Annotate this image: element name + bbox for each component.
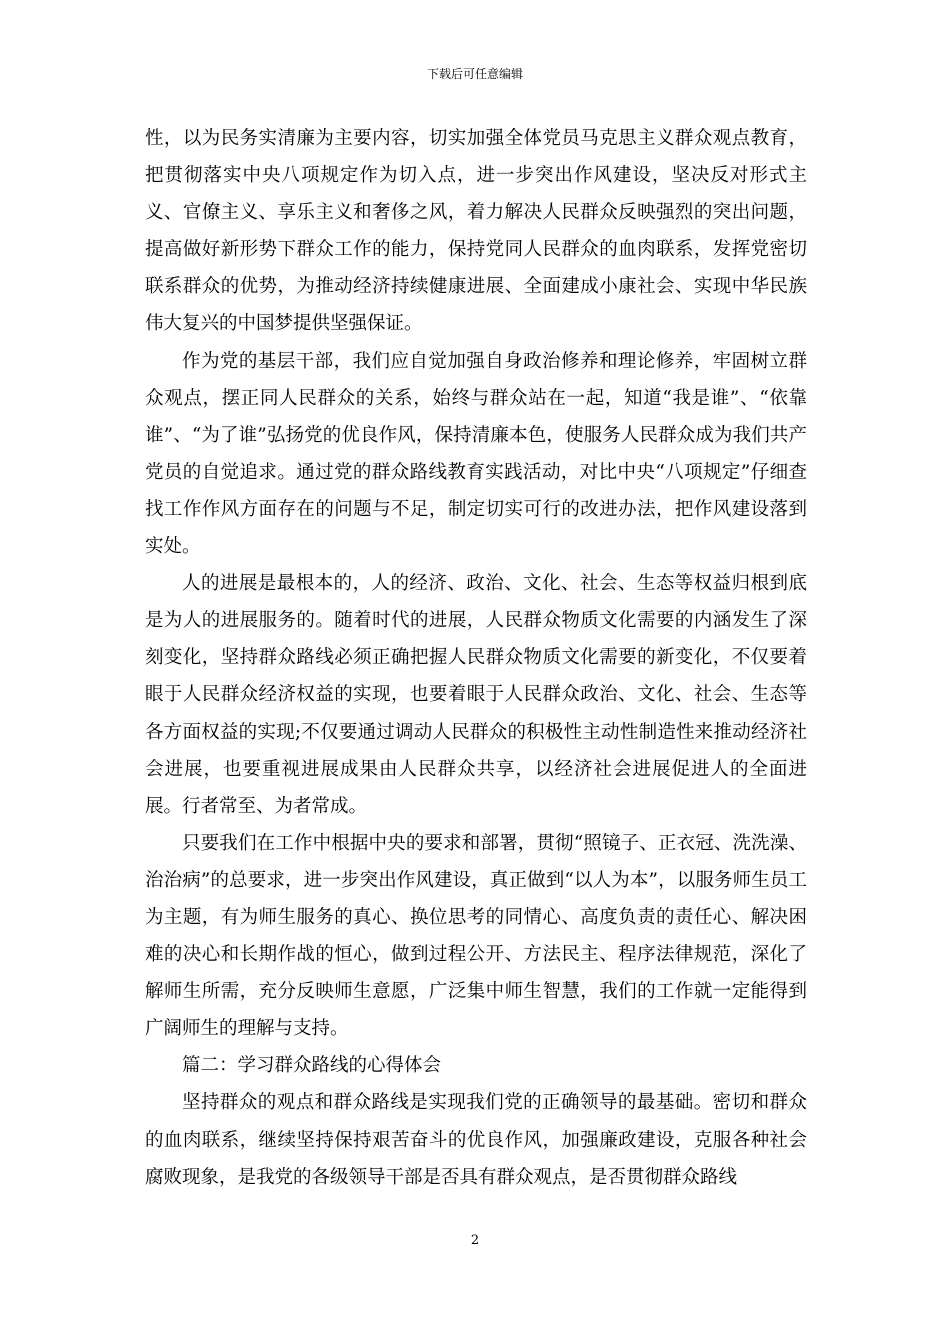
paragraph-continuation: 性，以为民务实清廉为主要内容，切实加强全体党员马克思主义群众观点教育，把贯彻落实中央八项规定作为切入点，进一步突出作风建设，坚决反对形式主义、官僚主义、享乐主义和奢侈之风，着力解决人民群众反映强烈的突出问题，提高做好新形势下群众工作的能力，保持党同人民群众的血肉联系，发挥党密切联系群众的优势，为推动经济持续健康进展、全面建成小康社会、实现中华民族伟大复兴的中国梦提供坚强保证。 — [145, 128, 807, 335]
page-number: 2 — [470, 1233, 480, 1248]
document-body — [145, 120, 807, 1196]
page-header: 下载后可任意编辑 — [426, 67, 523, 81]
paragraph: 作为党的基层干部，我们应自觉加强自身政治修养和理论修养，牢固树立群众观点，摆正同人民群众的关系，始终与群众站在一起，知道“我是谁”、“依靠谁”、“为了谁”弘扬党的优良作风，保持清廉本色，使服务人民群众成为我们共产党员的自觉追求。通过党的群众路线教育实践活动，对比中央“八项规定”仔细查找工作作风方面存在的问题与不足，制定切实可行的改进办法，把作风建设落到实处。 — [145, 350, 807, 558]
paragraph: 只要我们在工作中根据中央的要求和部署，贯彻“照镜子、正衣冠、洗洗澡、治治病”的总要求，进一步突出作风建设，真正做到“以人为本”，以服务师生员工为主题，有为师生服务的真心、换位思考的同情心、高度负责的责任心、解决困难的决心和长期作战的恒心，做到过程公开、方法民主、程序法律规范，深化了解师生所需，充分反映师生意愿，广泛集中师生智慧，我们的工作就一定能得到广阔师生的理解与支持。 — [145, 832, 807, 1040]
paragraph: 人的进展是最根本的，人的经济、政治、文化、社会、生态等权益归根到底是为人的进展服务的。随着时代的进展，人民群众物质文化需要的内涵发生了深刻变化，坚持群众路线必须正确把握人民群众物质文化需要的新变化，不仅要着眼于人民群众经济权益的实现，也要着眼于人民群众政治、文化、社会、生态等各方面权益的实现;不仅要通过调动人民群众的积极性主动性制造性来推动经济社会进展，也要重视进展成果由人民群众共享，以经济社会进展促进人的全面进展。行者常至、为者常成。 — [145, 573, 807, 817]
section-heading: 篇二：学习群众路线的心得体会 — [182, 1055, 442, 1077]
paragraph: 坚持群众的观点和群众路线是实现我们党的正确领导的最基础。密切和群众的血肉联系，继续坚持保持艰苦奋斗的优良作风，加强廉政建设，克服各种社会腐败现象，是我党的各级领导干部是否具有群众观点，是否贯彻群众路线 — [145, 1092, 807, 1188]
